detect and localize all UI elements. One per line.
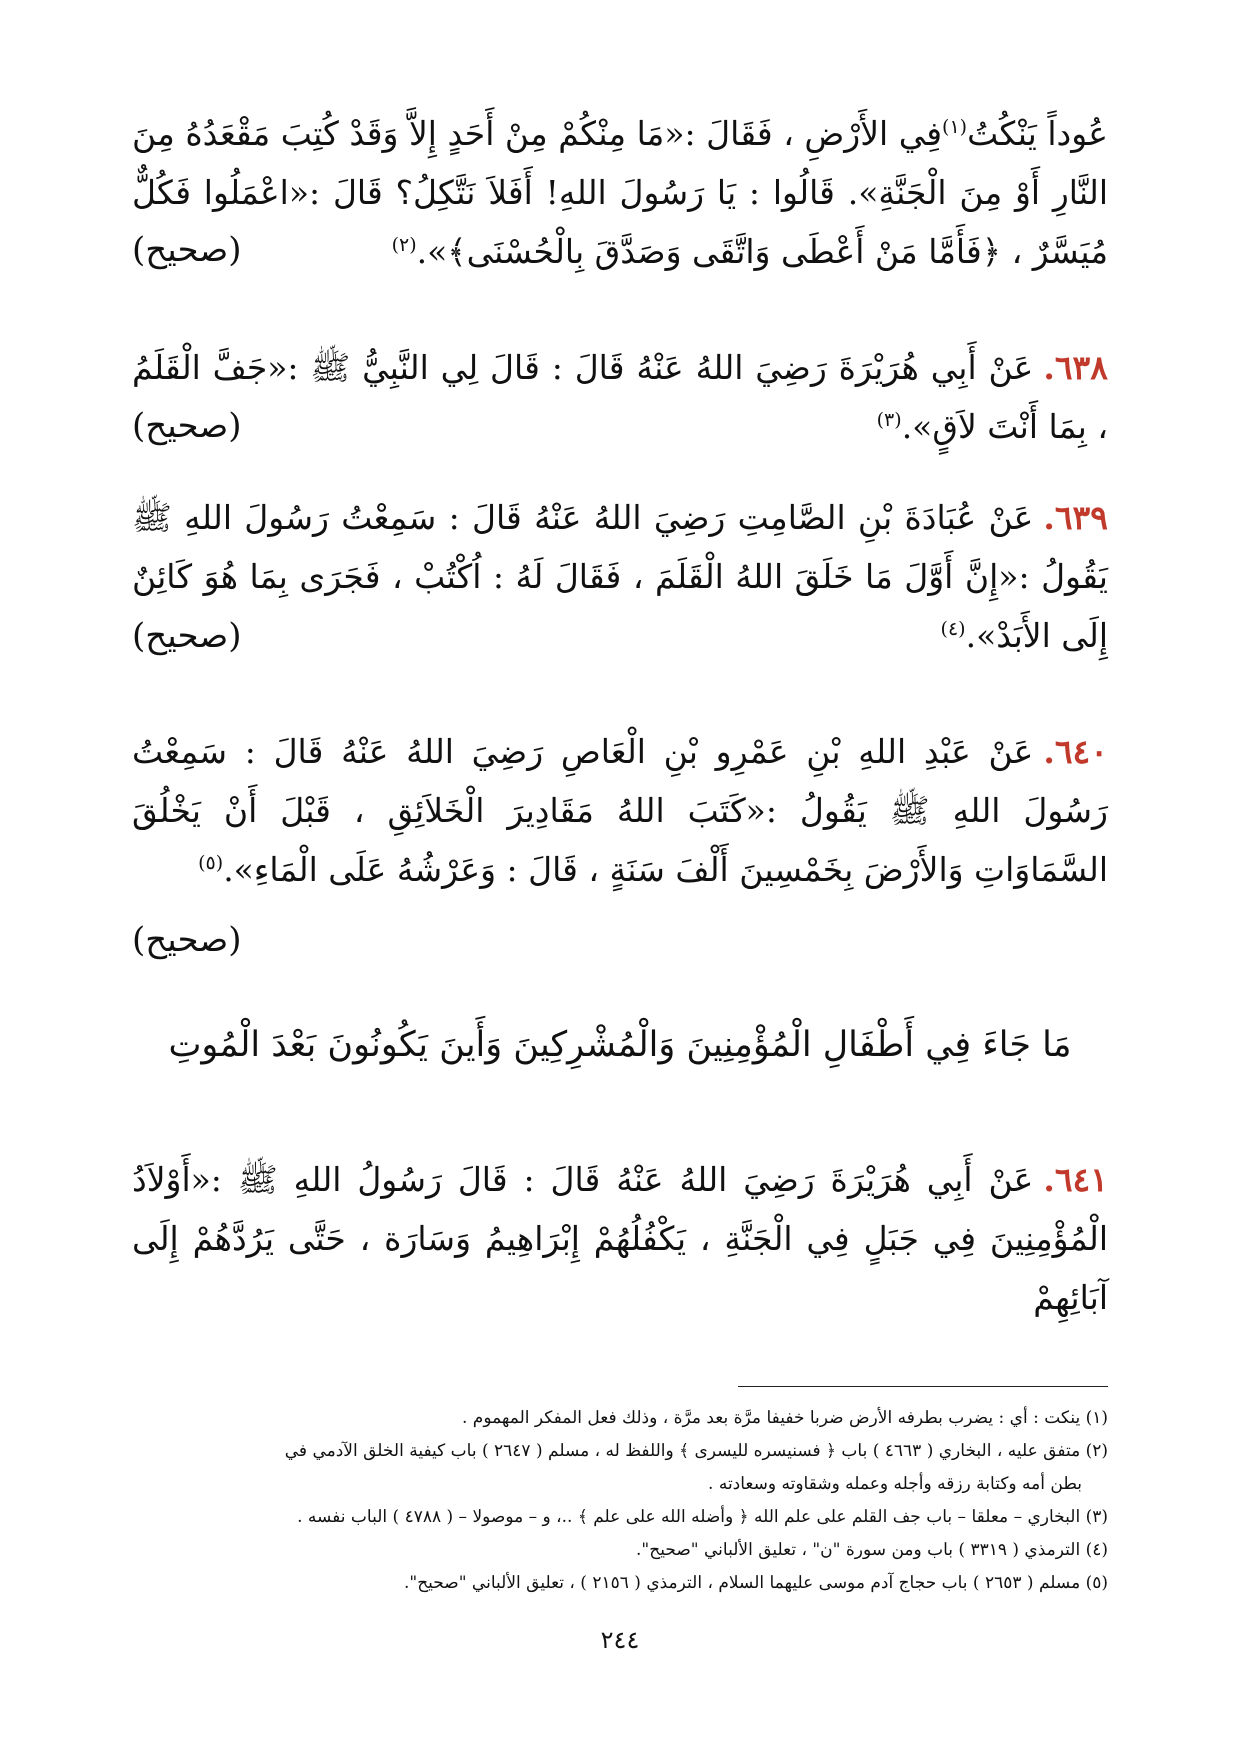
footnote-ref[interactable]: (٤) xyxy=(940,618,966,640)
footnote-ref[interactable]: (٢) xyxy=(391,234,417,256)
grade-label: (صحيح) xyxy=(132,616,242,656)
hadith-639 xyxy=(132,488,1108,665)
hadith-text: فِي الأَرْضِ ، فَقَالَ :«مَا مِنْكُمْ مِنْ أَحَدٍ إِلاَّ وَقَدْ كُتِبَ مَقْعَدُهُ مِنَ النَّارِ أَوْ مِنَ الْجَنَّةِ». قَالُوا : يَا رَسُولَ اللهِ! أَفَلاَ نَتَّكِلُ؟ قَالَ :«اعْمَلُوا فَكُلٌّ مُيَسَّرٌ ، ﴿فَأَمَّا مَنْ أَعْطَى وَاتَّقَى وَصَدَّقَ بِالْحُسْنَى﴾». xyxy=(132,114,1108,271)
footnote-5: (٥) مسلم ( ٢٦٥٣ ) باب حجاج آدم موسى عليهما السلام ، الترمذي ( ٢١٥٦ ) ، تعليق الألباني "صحيح". xyxy=(403,1573,1108,1593)
hadith-640 xyxy=(132,722,1108,899)
hadith-text: عَنْ أَبِي هُرَيْرَةَ رَضِيَ اللهُ عَنْهُ قَالَ : قَالَ رَسُولُ اللهِ ﷺ :«أَوْلاَدُ الْمُؤْمِنِينَ فِي جَبَلٍ فِي الْجَنَّةِ ، يَكْفُلُهُمْ إِبْرَاهِيمُ وَسَارَة ، حَتَّى يَرُدَّهُمْ إِلَى آبَائِهِمْ xyxy=(132,1160,1108,1317)
chapter-title: مَا جَاءَ فِي أَطْفَالِ الْمُؤْمِنِينَ وَالْمُشْرِكِينَ وَأَينَ يَكُونُونَ بَعْدَ الْمُوتِ xyxy=(168,1025,1072,1065)
grade-label: (صحيح) xyxy=(132,230,242,270)
footnote-1: (١) ينكت : أي : يضرب بطرفه الأرض ضربا خفيفا مرَّة بعد مرَّة ، وذلك فعل المفكر المهموم . xyxy=(461,1408,1108,1428)
grade-label: (صحيح) xyxy=(132,406,242,446)
hadith-638 xyxy=(132,338,1108,456)
hadith-text: عُوداً يَنْكُتُ xyxy=(967,114,1108,153)
hadith-641 xyxy=(132,1150,1108,1327)
grade-label: (صحيح) xyxy=(132,920,242,960)
footnote-3: (٣) البخاري – معلقا – باب جف القلم على علم الله ﴿ وأضله الله على علم ﴾ ..، و – موصولا – ( ٤٧٨٨ ) الباب نفسه . xyxy=(297,1507,1108,1527)
hadith-text: عَنْ عُبَادَةَ بْنِ الصَّامِتِ رَضِيَ اللهُ عَنْهُ قَالَ : سَمِعْتُ رَسُولَ اللهِ ﷺ يَقُولُ :«إِنَّ أَوَّلَ مَا خَلَقَ اللهُ الْقَلَمَ ، فَقَالَ لَهُ : اُكْتُبْ ، فَجَرَى بِمَا هُوَ كَائِنٌ إِلَى الأَبَدْ». xyxy=(132,498,1108,655)
hadith-continuation xyxy=(132,104,1108,281)
footnote-ref[interactable]: (٣) xyxy=(876,409,902,431)
footnote-divider xyxy=(738,1386,1108,1387)
footnote-ref[interactable]: (١) xyxy=(942,116,968,138)
footnote-2-continued: بطن أمه وكتابة رزقه وأجله وعمله وشقاوته وسعادته . xyxy=(708,1474,1082,1494)
hadith-number: ٦٣٩. xyxy=(1043,498,1108,537)
hadith-text: عَنْ عَبْدِ اللهِ بْنِ عَمْرِو بْنِ الْعَاصِ رَضِيَ اللهُ عَنْهُ قَالَ : سَمِعْتُ رَسُولَ اللهِ ﷺ يَقُولُ :«كَتَبَ اللهُ مَقَادِيرَ الْخَلاَئِقِ ، قَبْلَ أَنْ يَخْلُقَ السَّمَاوَاتِ وَالأَرْضَ بِخَمْسِينَ أَلْفَ سَنَةٍ ، قَالَ : وَعَرْشُهُ عَلَى الْمَاءِ». xyxy=(132,732,1108,889)
footnote-2: (٢) متفق عليه ، البخاري ( ٤٦٦٣ ) باب ﴿ فسنيسره لليسرى ﴾ واللفظ له ، مسلم ( ٢٦٤٧ ) باب كيفية الخلق الآدمي في xyxy=(284,1441,1108,1461)
footnote-ref[interactable]: (٥) xyxy=(198,852,224,874)
page-number: ٢٤٤ xyxy=(600,1626,640,1654)
hadith-text: عَنْ أَبِي هُرَيْرَةَ رَضِيَ اللهُ عَنْهُ قَالَ : قَالَ لِي النَّبِيُّ ﷺ :«جَفَّ الْقَلَمُ ، بِمَا أَنْتَ لاَقٍ». xyxy=(132,348,1108,446)
footnote-4: (٤) الترمذي ( ٣٣١٩ ) باب ومن سورة "ن" ، تعليق الألباني "صحيح". xyxy=(636,1540,1108,1560)
hadith-number: ٦٤١. xyxy=(1043,1160,1108,1199)
hadith-number: ٦٣٨. xyxy=(1043,348,1108,387)
footnotes xyxy=(128,1402,1108,1600)
hadith-number: ٦٤٠. xyxy=(1043,732,1108,771)
